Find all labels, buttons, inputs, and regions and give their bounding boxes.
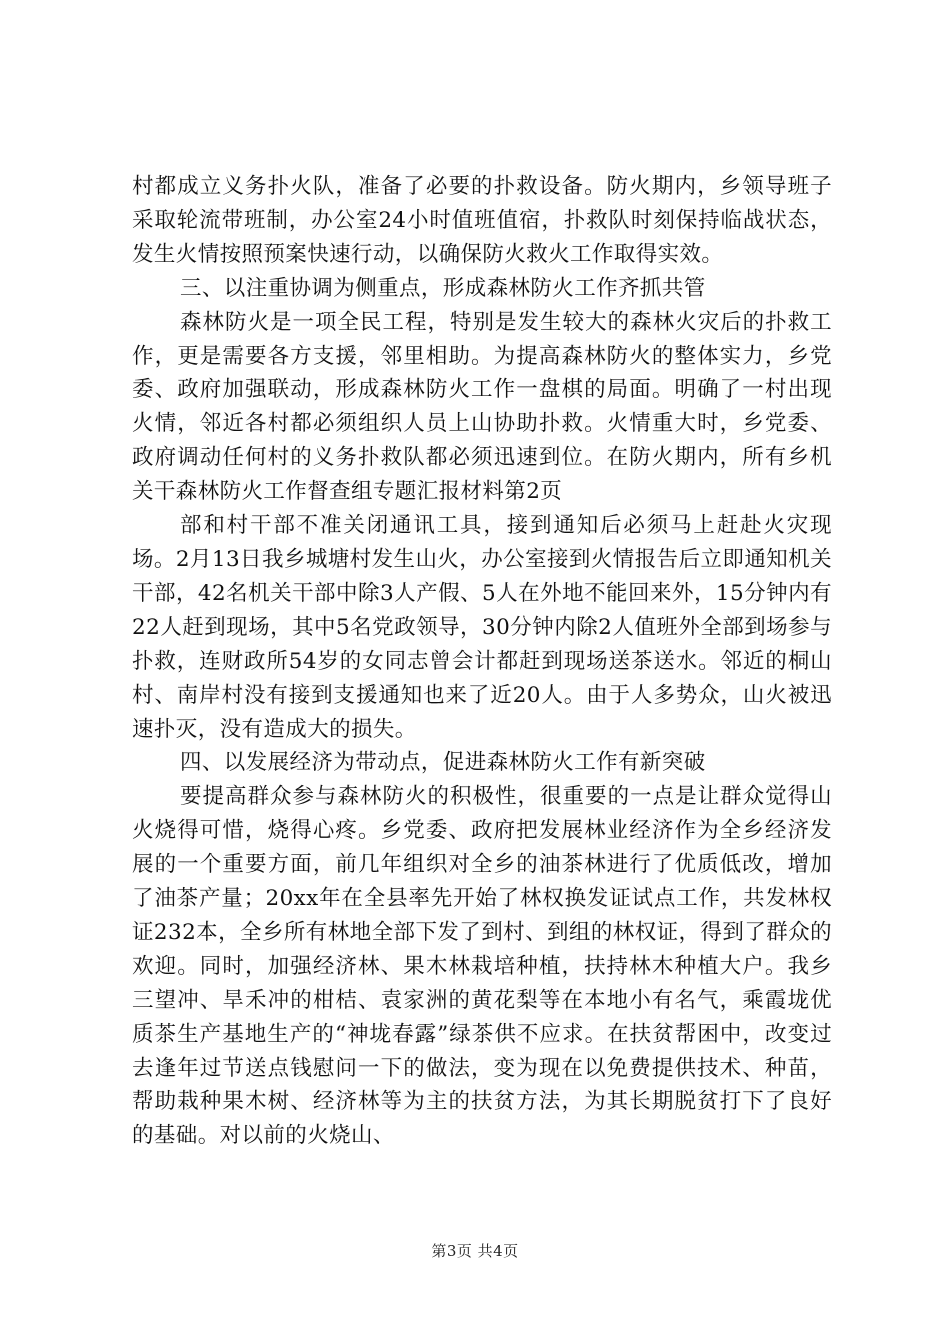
- paragraph-fire-team: 村都成立义务扑火队，准备了必要的扑救设备。防火期内，乡领导班子采取轮流带班制，办公室24小时值班值宿，扑救队时刻保持临战状态，发生火情按照预案快速行动，以确保防火救火工作取得实效。: [132, 174, 832, 267]
- section-heading-three: 三、以注重协调为侧重点，形成森林防火工作齐抓共管: [180, 275, 706, 301]
- page-number-footer: 第3页 共4页: [431, 1242, 519, 1260]
- section-heading-four: 四、以发展经济为带动点，促进森林防火工作有新突破: [180, 750, 706, 776]
- paragraph-fire-response: 部和村干部不准关闭通讯工具，接到通知后必须马上赶赴火灾现场。2月13日我乡城塘村发生山火，办公室接到火情报告后立即通知机关干部，42名机关干部中除3人产假、5人在外地不能回来外，15分钟内有22人赶到现场，其中5名党政领导，30分钟内除2人值班外全部到场参与扑救，连财政所54岁的女同志曾会计都赶到现场送茶送水。邻近的桐山村、南岸村没有接到支援通知也来了近20人。由于人多势众，山火被迅速扑灭，没有造成大的损失。: [132, 513, 832, 742]
- document-body: [132, 170, 832, 1153]
- paragraph-economy: 要提高群众参与森林防火的积极性，很重要的一点是让群众觉得山火烧得可惜，烧得心疼。乡党委、政府把发展林业经济作为全乡经济发展的一个重要方面，前几年组织对全乡的油茶林进行了优质低改，增加了油茶产量；20xx年在全县率先开始了林权换发证试点工作，共发林权证232本，全乡所有林地全部下发了到村、到组的林权证，得到了群众的欢迎。同时，加强经济林、果木林栽培种植，扶持林木种植大户。我乡三望冲、旱禾冲的柑桔、袁家洲的黄花梨等在本地小有名气，乘霞垅优质茶生产基地生产的“神垅春露”绿茶供不应求。在扶贫帮困中，改变过去逢年过节送点钱慰问一下的做法，变为现在以免费提供技术、种苗，帮助栽种果木树、经济林等为主的扶贫方法，为其长期脱贫打下了良好的基础。对以前的火烧山、: [132, 784, 832, 1149]
- paragraph-coordination: 森林防火是一项全民工程，特别是发生较大的森林火灾后的扑救工作，更是需要各方支援，邻里相助。为提高森林防火的整体实力，乡党委、政府加强联动，形成森林防火工作一盘棋的局面。明确了一村出现火情，邻近各村都必须组织人员上山协助扑救。火情重大时，乡党委、政府调动任何村的义务扑救队都必须迅速到位。在防火期内，所有乡机关干森林防火工作督查组专题汇报材料第2页: [132, 309, 832, 505]
